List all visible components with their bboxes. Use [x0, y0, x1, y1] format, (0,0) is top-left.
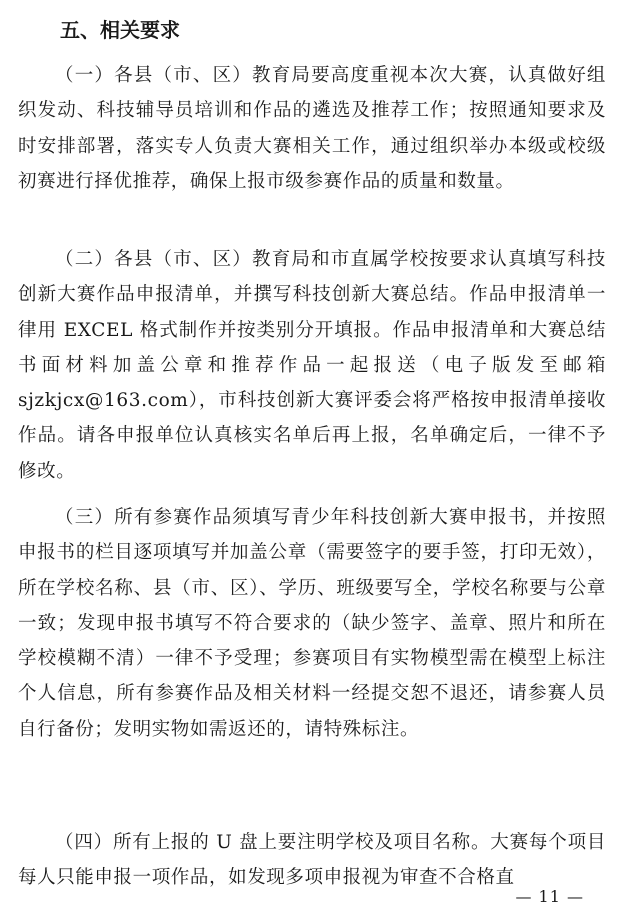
- paragraph-requirement-2: （二）各县（市、区）教育局和市直属学校按要求认真填写科技创新大赛作品申报清单，并撰写科技创新大赛总结。作品申报清单一律用 EXCEL 格式制作并按类别分开填报。作品申报清单和大赛总结书面材料加盖公章和推荐作品一起报送（电子版发至邮箱 sjzkjcx@163.com），市科技创新大赛评委会将严格按申报清单接收作品。请各申报单位认真核实名单后再上报，名单确定后，一律不予修改。: [18, 249, 606, 482]
- paragraph-requirement-3: （三）所有参赛作品须填写青少年科技创新大赛申报书，并按照申报书的栏目逐项填写并加盖公章（需要签字的要手签，打印无效），所在学校名称、县（市、区）、学历、班级要写全，学校名称要与公章一致；发现申报书填写不符合要求的（缺少签字、盖章、照片和所在学校模糊不清）一律不予受理；参赛项目有实物模型需在模型上标注个人信息，所有参赛作品及相关材料一经提交恕不退还，请参赛人员自行备份；发明实物如需返还的，请特殊标注。: [18, 507, 606, 740]
- section-heading: 五、相关要求: [60, 18, 180, 42]
- paragraph-requirement-1: （一）各县（市、区）教育局要高度重视本次大赛，认真做好组织发动、科技辅导员培训和作品的遴选及推荐工作；按照通知要求及时安排部署，落实专人负责大赛相关工作，通过组织举办本级或校级初赛进行择优推荐，确保上报市级参赛作品的质量和数量。: [18, 65, 606, 192]
- paragraph-requirement-4: （四）所有上报的 U 盘上要注明学校及项目名称。大赛每个项目每人只能申报一项作品，如发现多项申报视为审查不合格直: [18, 832, 606, 889]
- page-number: — 11 —: [515, 887, 584, 906]
